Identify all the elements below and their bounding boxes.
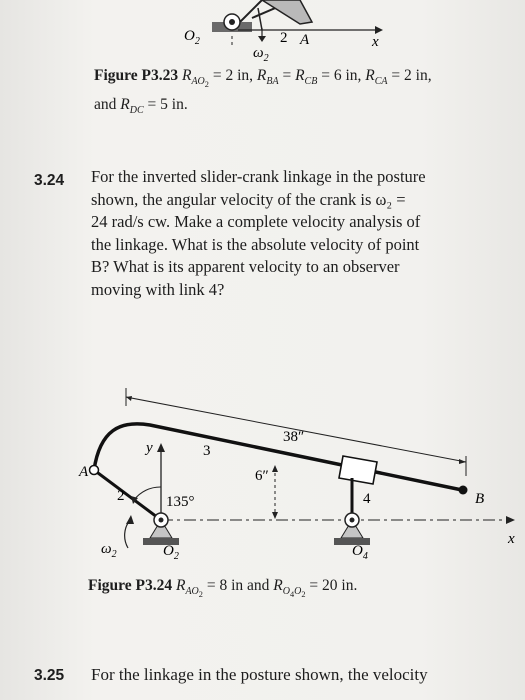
label-link-3: 3 <box>203 443 211 459</box>
dimension-6: 6″ <box>255 468 269 484</box>
label-x-axis: x <box>508 531 515 547</box>
label-point-a: A <box>300 32 310 48</box>
label-omega2: $\omega_2$ <box>253 45 269 64</box>
problem-line: For the inverted slider-crank linkage in the posture <box>91 167 426 186</box>
problem-line: the linkage. What is the absolute velocity of point <box>91 234 420 254</box>
label-link-2: 2 <box>280 30 288 46</box>
problem-text-325: For the linkage in the posture shown, the velocity <box>91 665 428 684</box>
caption-p323: Figure P3.23 $R_{AO_2} = 2$ in, $R_{BA} = R_{CB} = 6$ in, $R_{CA} = 2$ in, and $R_{DC} = 5$ in. <box>94 67 432 117</box>
problem-line: B? What is its apparent velocity to an observer <box>91 257 400 276</box>
label-link-4: 4 <box>363 491 371 507</box>
caption-p324: Figure P3.24 $R_{AO_2} = 8$ in and $R_{O_4O_2} = 20$ in. <box>88 577 358 600</box>
label-omega2: $\omega_2$ <box>101 541 117 560</box>
problem-number-325: 3.25 <box>34 667 65 684</box>
caption-p324-label: Figure P3.24 <box>88 577 173 594</box>
problem-line: shown, the angular velocity of the crank is ω₂ = <box>91 189 406 209</box>
problem-line: 24 rad/s cw. Make a complete velocity analysis of <box>91 212 421 231</box>
problem-number-324: 3.24 <box>34 172 65 189</box>
label-o2: $O_2$ <box>184 28 200 47</box>
problem-line: moving with link 4? <box>91 279 225 299</box>
label-point-b: B <box>475 491 485 507</box>
label-o4: $O_4$ <box>352 543 368 562</box>
label-point-a: A <box>79 464 89 480</box>
label-y-axis: y <box>146 440 153 456</box>
angle-135: 135° <box>166 494 195 510</box>
dimension-38: 38″ <box>283 429 305 445</box>
caption-p323-label: Figure P3.23 <box>94 67 179 84</box>
label-o2: $O_2$ <box>163 543 179 562</box>
label-link-2: 2 <box>117 488 125 504</box>
label-x-axis: x <box>372 34 379 50</box>
